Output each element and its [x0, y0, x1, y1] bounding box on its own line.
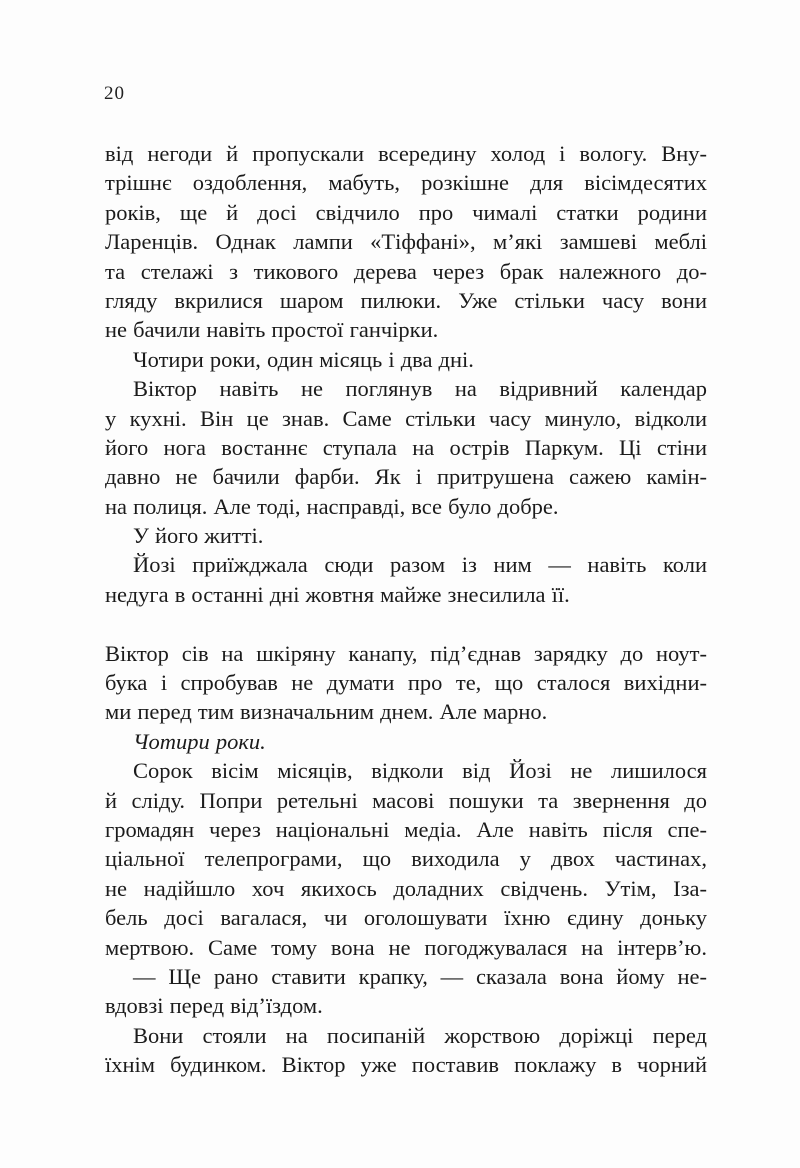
- text-line: Вони стояли на посипаній жорствою доріжці перед: [133, 1022, 707, 1048]
- text-line: його нога востаннє ступала на острів Паркум. Ці стіни: [105, 434, 707, 460]
- text-line: Сорок вісім місяців, відколи від Йозі не лишилося: [133, 758, 707, 784]
- text-line: — Ще рано ставити крапку, — сказала вона йому не-: [133, 963, 707, 989]
- text-line: ми перед тим визначальним днем. Але марно.: [105, 699, 548, 725]
- text-line: громадян через національні медіа. Але навіть після спе-: [105, 816, 707, 842]
- text-line: У його житті.: [133, 523, 264, 549]
- text-line: у кухні. Він це знав. Саме стільки часу минуло, відколи: [105, 405, 707, 431]
- page-number: 20: [104, 83, 125, 104]
- text-line: давно не бачили фарби. Як і притрушена сажею камін-: [105, 464, 707, 490]
- text-line: Ларенців. Однак лампи «Тіффані», м’які замшеві меблі: [105, 229, 707, 255]
- text-line: й сліду. Попри ретельні масові пошуки та звернення до: [105, 787, 707, 813]
- text-line: Чотири роки, один місяць і два дні.: [133, 346, 474, 372]
- text-line: їхнім будинком. Віктор уже поставив поклажу в чорний: [105, 1052, 707, 1078]
- text-line: бука і спробував не думати про те, що сталося вихідни-: [105, 670, 707, 696]
- text-line: не бачили навіть простої ганчірки.: [105, 317, 439, 343]
- text-line: на полиця. Але тоді, насправді, все було добре.: [105, 493, 559, 519]
- text-line: бель досі вагалася, чи оголошувати їхню єдину доньку: [105, 905, 707, 931]
- text-line: Віктор навіть не поглянув на відривний календар: [133, 376, 707, 402]
- section-break: [105, 609, 707, 638]
- text-block: [105, 139, 707, 1080]
- text-line: мертвою. Саме тому вона не погоджувалася на інтерв’ю.: [105, 934, 707, 960]
- text-line: гляду вкрилися шаром пилюки. Уже стільки часу вони: [105, 287, 707, 313]
- text-line: не надійшло хоч якихось доладних свідчень. Утім, Іза-: [105, 875, 707, 901]
- text-line: від негоди й пропускали всередину холод і вологу. Вну-: [105, 141, 707, 166]
- text-line: ціальної телепрограми, що виходила у двох частинах,: [105, 846, 707, 872]
- text-line: недуга в останні дні жовтня майже знесилила її.: [105, 581, 570, 607]
- text-line: трішнє оздоблення, мабуть, розкішне для вісімдесятих: [105, 170, 707, 196]
- text-line: та стелажі з тикового дерева через брак належного до-: [105, 258, 707, 284]
- text-line: років, ще й досі свідчило про чималі статки родини: [105, 199, 707, 225]
- text-line: вдовзі перед від’їздом.: [105, 993, 323, 1019]
- text-line: Йозі приїжджала сюди разом із ним — навіть коли: [133, 552, 707, 578]
- text-line: Віктор сів на шкіряну канапу, під’єднав зарядку до ноут-: [105, 640, 707, 666]
- text-line: Чотири роки.: [133, 728, 266, 754]
